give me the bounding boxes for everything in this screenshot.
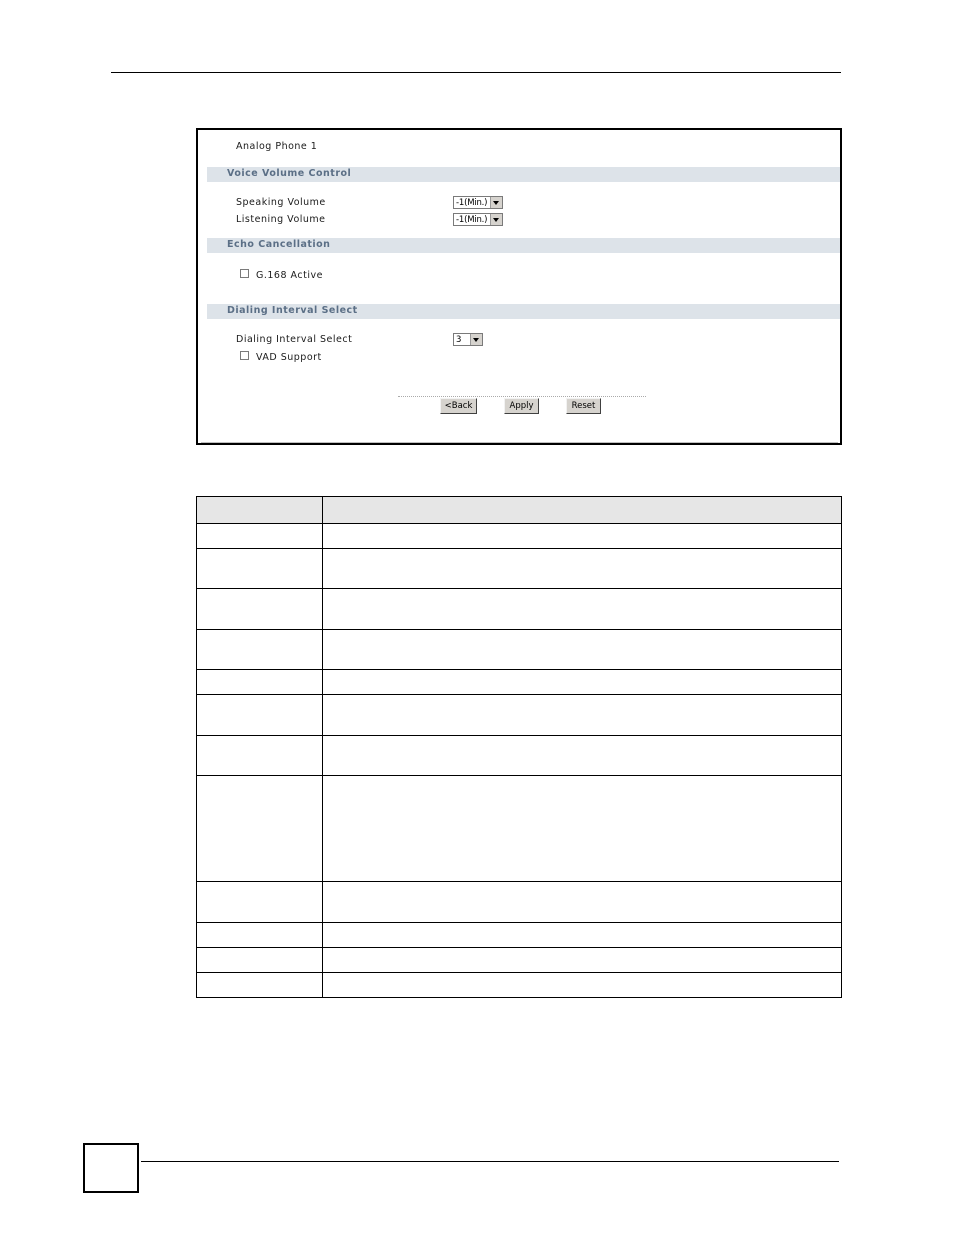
table-row	[197, 549, 842, 589]
dialing-interval-select[interactable]	[453, 333, 483, 346]
table-cell-label	[197, 776, 323, 882]
chevron-down-icon[interactable]	[490, 197, 502, 208]
section-echo-cancellation	[207, 238, 840, 253]
back-button[interactable]: <Back	[440, 398, 477, 414]
table-cell-label	[197, 670, 323, 695]
table-cell-label	[197, 948, 323, 973]
section-voice-volume	[207, 167, 840, 182]
g168-active-label: G.168 Active	[256, 270, 323, 281]
table-cell-label	[197, 589, 323, 630]
listening-volume-label: Listening Volume	[236, 214, 326, 225]
section-title: Echo Cancellation	[227, 239, 331, 250]
table-cell-label	[197, 549, 323, 589]
select-value: 3	[456, 335, 462, 345]
dialing-interval-label: Dialing Interval Select	[236, 334, 353, 345]
table-cell-label	[197, 882, 323, 923]
table-row	[197, 776, 842, 882]
g168-active-checkbox[interactable]	[240, 269, 249, 278]
table-cell-description	[323, 776, 842, 882]
table-row	[197, 948, 842, 973]
footer-rule	[141, 1161, 839, 1162]
table-row	[197, 973, 842, 998]
table-cell-description	[323, 948, 842, 973]
page-number-box	[83, 1143, 139, 1193]
vad-support-checkbox[interactable]	[240, 351, 249, 360]
table-row	[197, 695, 842, 736]
table-cell-description	[323, 736, 842, 776]
table-row	[197, 589, 842, 630]
button-divider	[398, 396, 646, 397]
chevron-down-icon[interactable]	[490, 214, 502, 225]
header-rule	[111, 72, 841, 73]
table-cell-description	[323, 973, 842, 998]
table-row	[197, 670, 842, 695]
speaking-volume-select[interactable]	[453, 196, 503, 209]
table-cell-description	[323, 524, 842, 549]
table-cell-label	[197, 695, 323, 736]
table-row	[197, 923, 842, 948]
table-header-description	[323, 497, 842, 524]
table-cell-description	[323, 882, 842, 923]
select-value: -1(Min.)	[456, 198, 488, 208]
table-cell-description	[323, 695, 842, 736]
settings-screenshot	[196, 128, 842, 445]
table-cell-description	[323, 549, 842, 589]
table-cell-description	[323, 923, 842, 948]
select-value: -1(Min.)	[456, 215, 488, 225]
listening-volume-select[interactable]	[453, 213, 503, 226]
table-cell-label	[197, 736, 323, 776]
apply-button[interactable]: Apply	[504, 398, 539, 414]
table-cell-label	[197, 973, 323, 998]
table-cell-label	[197, 524, 323, 549]
speaking-volume-label: Speaking Volume	[236, 197, 326, 208]
page-title: Analog Phone 1	[236, 141, 318, 152]
reset-button[interactable]: Reset	[566, 398, 601, 414]
table-cell-label	[197, 923, 323, 948]
table-row	[197, 882, 842, 923]
table-cell-description	[323, 589, 842, 630]
field-description-table	[196, 496, 842, 998]
chevron-down-icon[interactable]	[470, 334, 482, 345]
settings-panel	[201, 132, 838, 443]
table-cell-description	[323, 630, 842, 670]
table-cell-description	[323, 670, 842, 695]
table-row	[197, 630, 842, 670]
table-header-label	[197, 497, 323, 524]
table-cell-label	[197, 630, 323, 670]
vad-support-label: VAD Support	[256, 352, 322, 363]
section-title: Dialing Interval Select	[227, 305, 358, 316]
section-title: Voice Volume Control	[227, 168, 352, 179]
section-dialing-interval	[207, 304, 840, 319]
table-header-row	[197, 497, 842, 524]
table-row	[197, 736, 842, 776]
table-row	[197, 524, 842, 549]
